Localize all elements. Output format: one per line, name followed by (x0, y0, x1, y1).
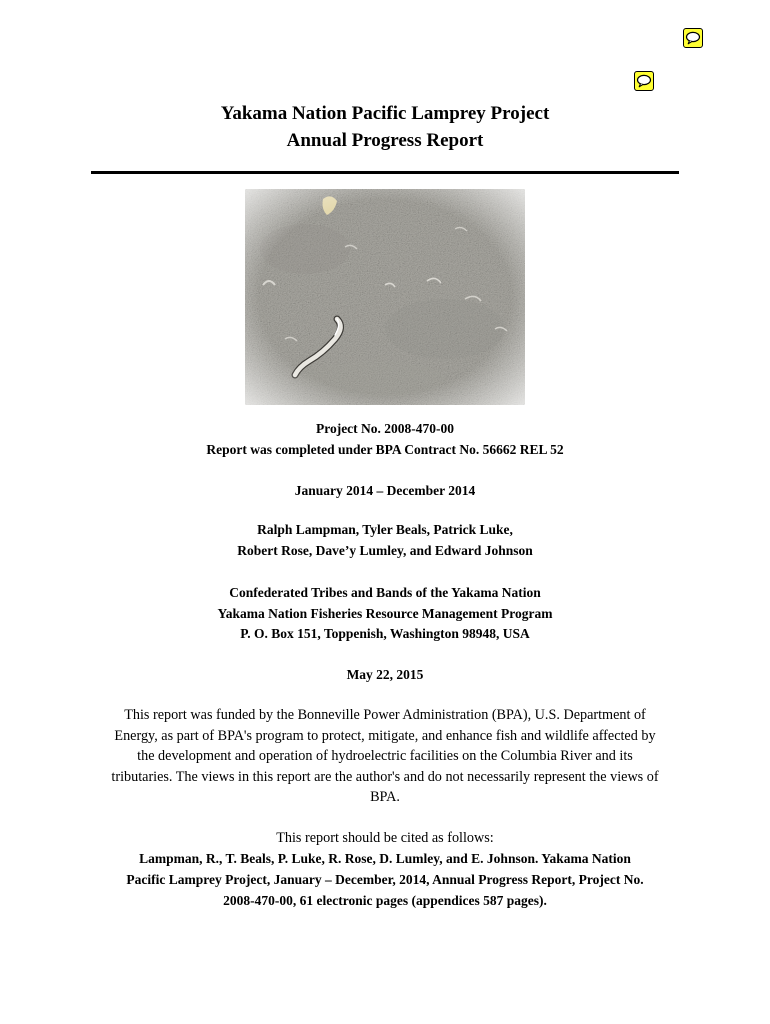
citation (80, 848, 690, 911)
citation-line-1: Lampman, R., T. Beals, P. Luke, R. Rose, D. Lumley, and E. Johnson. Yakama Nation (139, 851, 631, 866)
speech-bubble-icon (636, 74, 652, 88)
funding-statement (86, 705, 684, 808)
cover-photo (245, 189, 525, 405)
citation-line-3: 2008-470-00, 61 electronic pages (appendices 587 pages). (223, 893, 547, 908)
citation-line-2: Pacific Lamprey Project, January – December, 2014, Annual Progress Report, Project No. (126, 872, 644, 887)
comment-note-icon[interactable] (683, 28, 703, 48)
organization-line-1: Confederated Tribes and Bands of the Yakama Nation (229, 585, 541, 600)
title-line-2: Annual Progress Report (286, 130, 484, 151)
title-line-1: Yakama Nation Pacific Lamprey Project (220, 103, 550, 124)
lamprey-on-sediment-photo (245, 189, 525, 405)
project-number: Project No. 2008-470-00 (315, 421, 455, 436)
project-info (40, 419, 730, 460)
funding-line-4: tributaries. The views in this report are the author's and do not necessarily represent the views of (111, 768, 659, 785)
funding-line-2: Energy, as part of BPA's program to protect, mitigate, and enhance fish and wildlife affected by (114, 727, 656, 744)
report-title (0, 100, 770, 154)
speech-bubble-icon (685, 31, 701, 45)
report-date: May 22, 2015 (346, 667, 424, 682)
funding-line-3: the development and operation of hydroelectric facilities on the Columbia River and its (137, 748, 633, 764)
contract-number: Report was completed under BPA Contract No. 56662 REL 52 (206, 441, 564, 457)
funding-line-5: BPA. (370, 789, 400, 805)
organization (40, 583, 730, 645)
citation-intro: This report should be cited as follows: (276, 830, 494, 846)
report-period: January 2014 – December 2014 (294, 483, 476, 498)
authors (40, 520, 730, 561)
authors-line-1: Ralph Lampman, Tyler Beals, Patrick Luke, (257, 522, 513, 537)
funding-line-1: This report was funded by the Bonneville Power Administration (BPA), U.S. Department of (124, 707, 646, 723)
title-divider (91, 171, 679, 174)
authors-line-2: Robert Rose, Dave’y Lumley, and Edward Johnson (237, 542, 533, 558)
organization-address: P. O. Box 151, Toppenish, Washington 98948, USA (240, 626, 530, 641)
comment-note-icon[interactable] (634, 71, 654, 91)
organization-line-2: Yakama Nation Fisheries Resource Management Program (217, 605, 553, 621)
